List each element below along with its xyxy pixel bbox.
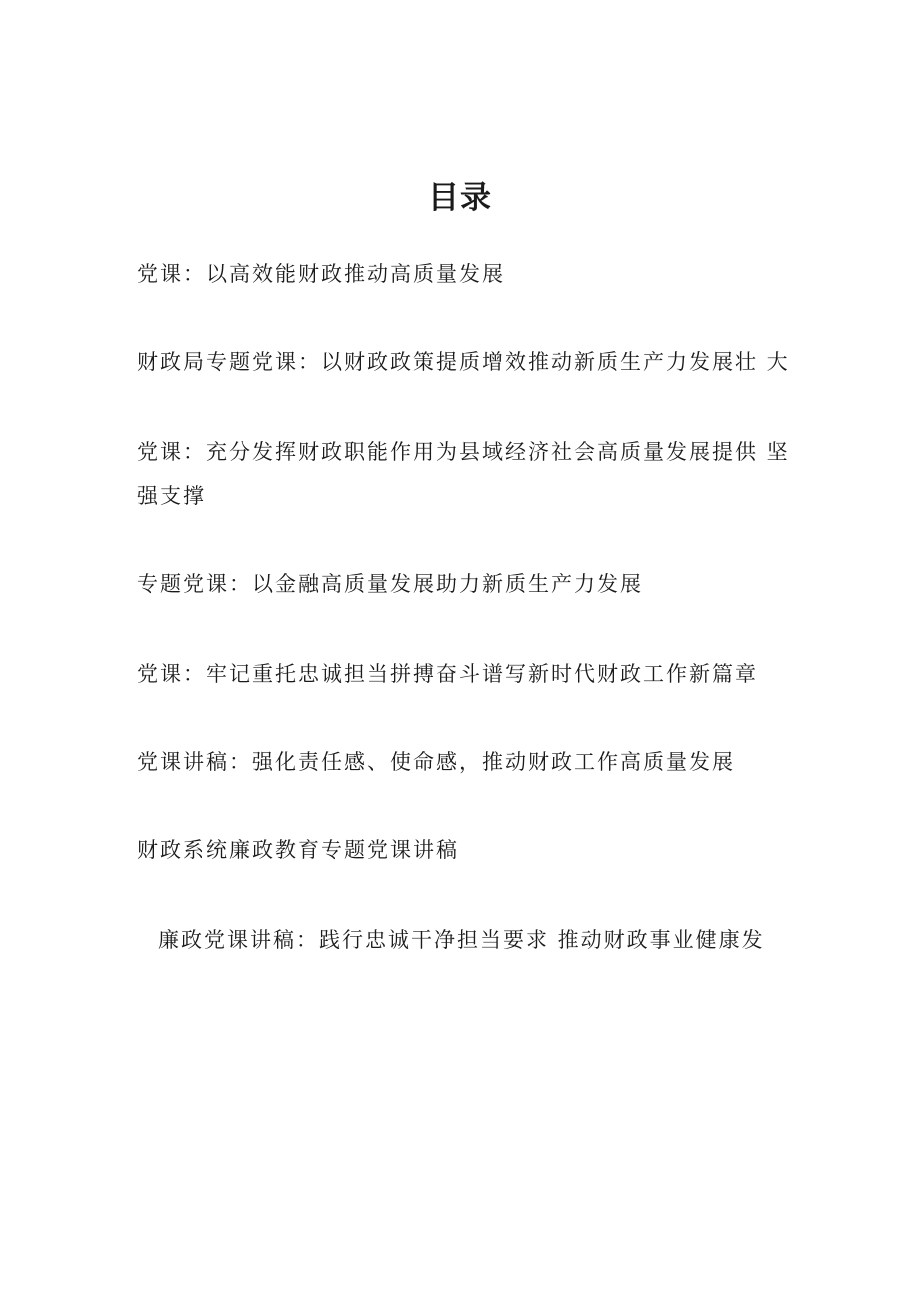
toc-entry: 廉政党课讲稿：践行忠诚干净担当要求 推动财政事业健康发 [158,928,765,952]
toc-entry: 党课讲稿：强化责任感、使命感，推动财政工作高质量发展 [137,750,735,774]
toc-entry: 财政系统廉政教育专题党课讲稿 [137,838,459,862]
toc-entry: 党课：牢记重托忠诚担当拼搏奋斗谱写新时代财政工作新篇章 [137,662,758,686]
toc-entry: 财政局专题党课：以财政政策提质增效推动新质生产力发展壮 大 [137,350,790,374]
toc-entry: 专题党课：以金融高质量发展助力新质生产力发展 [137,572,643,596]
toc-title: 目录 [428,180,492,216]
toc-entry: 党课：以高效能财政推动高质量发展 [137,262,505,286]
toc-entry: 党课：充分发挥财政职能作用为县域经济社会高质量发展提供 坚强支撑 [137,440,790,508]
